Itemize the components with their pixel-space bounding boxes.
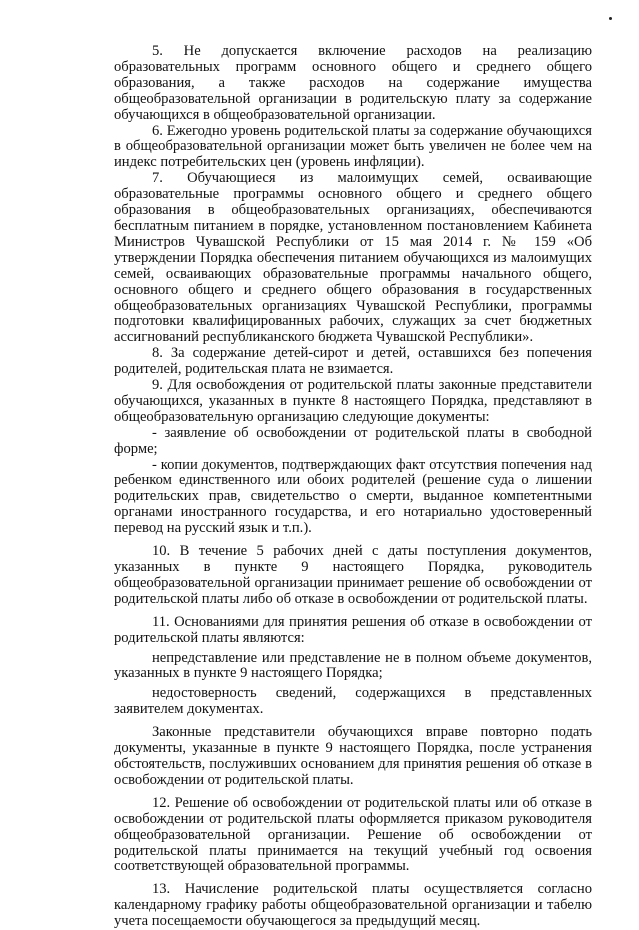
paragraph-11-reason-2: недостоверность сведений, содержащихся в представленных заявителем документах. (114, 685, 592, 718)
paragraph-6: 6. Ежегодно уровень родительской платы за содержание обучающихся в общеобразовательной организации может быть увеличен не более чем на индекс потребительских цен (уровень инфляции). (114, 122, 592, 171)
paragraph-11-reason-1: непредставление или представление не в полном объеме документов, указанных в пункте 9 настоящего Порядка; (114, 649, 592, 682)
document-body (114, 44, 592, 930)
paragraph-10: 10. В течение 5 рабочих дней с даты поступления документов, указанных в пункте 9 настоящего Порядка, руководитель общеобразовательной организации принимает решение об освобождении от родительской платы либо об отказе в освобождении от родительской платы. (114, 543, 592, 607)
paragraph-11-resubmission: Законные представители обучающихся вправе повторно подать документы, указанные в пункте 9 настоящего Порядка, после устранения обстоятельств, послуживших основанием для принятия решения об отказе в освобождении от родительской платы. (114, 724, 592, 788)
paragraph-9-item-2: - копии документов, подтверждающих факт отсутствия попечения над ребенком единственного или обоих родителей (решение суда о лишении родительских прав, свидетельство о смерти, выданное компетентными органами иностранного государства, и его нотариально удостоверенный перевод на русский язык и т.п.). (114, 456, 592, 537)
paragraph-5: 5. Не допускается включение расходов на реализацию образовательных программ основного общего и среднего общего образования, а также расходов на содержание имущества общеобразовательной организации в родительскую плату за содержание обучающихся в общеобразовательной организации. (114, 43, 592, 123)
paragraph-11: 11. Основаниями для принятия решения об отказе в освобождении от родительской платы являются: (114, 613, 592, 646)
paragraph-9-item-1: - заявление об освобождении от родительской платы в свободной форме; (114, 424, 592, 457)
paragraph-9: 9. Для освобождения от родительской платы законные представители обучающихся, указанных в пункте 8 настоящего Порядка, представляют в общеобразовательную организацию следующие документы: (114, 377, 592, 425)
paragraph-7: 7. Обучающиеся из малоимущих семей, осваивающие образовательные программы основного общего и среднего общего образования в общеобразовательных организациях, обеспечиваются бесплатным питанием в порядке, установленном постановлением Кабинета Министров Чувашской Республики от 15 мая 2014 г. № 159 «Об утверждении Порядка обеспечения питанием обучающихся из малоимущих семей, осваивающих образовательные программы начального общего, основного общего и среднего общего образования в государственных общеобразовательных организациях Чувашской Республики, программы подготовки квалифицированных рабочих, служащих за счет бюджетных ассигнований республиканского бюджета Чувашской Республики». (114, 170, 592, 346)
paragraph-12: 12. Решение об освобождении от родительской платы или об отказе в освобождении от родительской платы оформляется приказом руководителя общеобразовательной организации. Решение об освобождении от родительской платы принимается на текущий учебный год освоения соответствующей образовательной программы. (114, 794, 592, 875)
paragraph-8: 8. За содержание детей-сирот и детей, оставшихся без попечения родителей, родительская плата не взимается. (114, 345, 592, 378)
paragraph-13: 13. Начисление родительской платы осуществляется согласно календарному графику работы общеобразовательной организации и табелю учета посещаемости обучающегося за предыдущий месяц. (114, 881, 592, 930)
scan-speck (609, 17, 612, 20)
